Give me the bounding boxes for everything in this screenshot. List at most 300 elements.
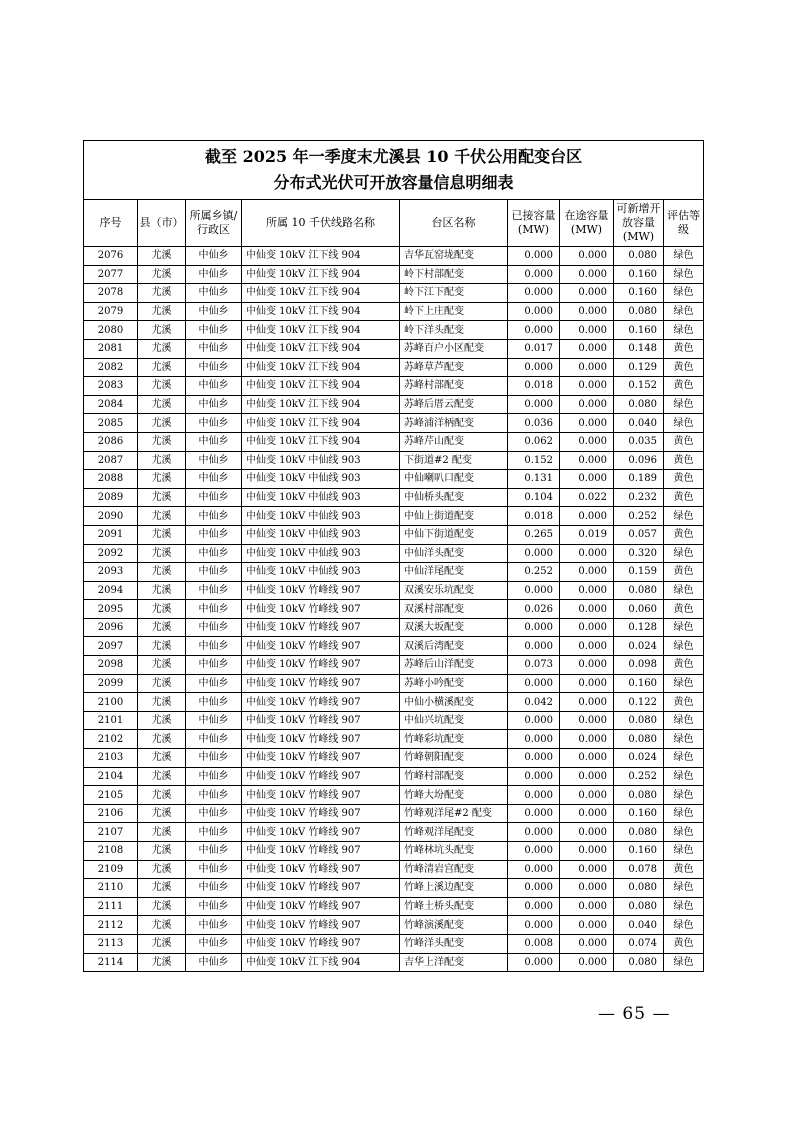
cell-line: 中仙变 10kV 江下线 904 [242,377,400,396]
cell-grade: 黄色 [664,693,704,712]
cell-county: 尤溪 [138,693,186,712]
table-row [84,284,704,303]
cell-township: 中仙乡 [186,265,242,284]
cell-open: 0.040 [614,414,664,433]
cell-open: 0.320 [614,544,664,563]
cell-pending: 0.000 [560,581,614,600]
cell-county: 尤溪 [138,265,186,284]
cell-open: 0.098 [614,656,664,675]
cell-area: 双溪后湾配变 [400,637,508,656]
cell-seq: 2084 [84,395,138,414]
cell-connected: 0.000 [508,321,560,340]
cell-connected: 0.000 [508,711,560,730]
cell-county: 尤溪 [138,470,186,489]
table-row [84,470,704,489]
table-row [84,358,704,377]
cell-seq: 2082 [84,358,138,377]
cell-pending: 0.000 [560,414,614,433]
cell-pending: 0.000 [560,358,614,377]
cell-township: 中仙乡 [186,432,242,451]
cell-grade: 绿色 [664,284,704,303]
cell-open: 0.080 [614,786,664,805]
cell-connected: 0.000 [508,247,560,266]
cell-line: 中仙变 10kV 竹峰线 907 [242,656,400,675]
cell-grade: 黄色 [664,563,704,582]
cell-open: 0.080 [614,730,664,749]
cell-line: 中仙变 10kV 竹峰线 907 [242,730,400,749]
table-row [84,749,704,768]
cell-line: 中仙变 10kV 中仙线 903 [242,525,400,544]
table-row [84,637,704,656]
cell-grade: 绿色 [664,618,704,637]
cell-connected: 0.000 [508,823,560,842]
cell-area: 竹峰洋头配变 [400,934,508,953]
cell-area: 中仙小横溪配变 [400,693,508,712]
cell-line: 中仙变 10kV 竹峰线 907 [242,786,400,805]
table-title [84,141,704,200]
cell-open: 0.080 [614,823,664,842]
cell-area: 岭下村部配变 [400,265,508,284]
cell-pending: 0.000 [560,377,614,396]
cell-pending: 0.000 [560,507,614,526]
cell-pending: 0.000 [560,842,614,861]
cell-township: 中仙乡 [186,842,242,861]
cell-township: 中仙乡 [186,451,242,470]
cell-pending: 0.000 [560,916,614,935]
header-connected: 已接容量(MW) [508,200,560,247]
cell-line: 中仙变 10kV 中仙线 903 [242,470,400,489]
table-row [84,321,704,340]
cell-county: 尤溪 [138,767,186,786]
cell-open: 0.122 [614,693,664,712]
cell-connected: 0.131 [508,470,560,489]
cell-county: 尤溪 [138,377,186,396]
cell-county: 尤溪 [138,637,186,656]
cell-connected: 0.000 [508,395,560,414]
cell-grade: 绿色 [664,414,704,433]
cell-grade: 绿色 [664,247,704,266]
table-row [84,395,704,414]
cell-line: 中仙变 10kV 竹峰线 907 [242,879,400,898]
cell-connected: 0.000 [508,916,560,935]
cell-connected: 0.062 [508,432,560,451]
table-row [84,730,704,749]
cell-open: 0.252 [614,767,664,786]
cell-pending: 0.000 [560,247,614,266]
cell-seq: 2092 [84,544,138,563]
cell-grade: 绿色 [664,711,704,730]
cell-pending: 0.000 [560,395,614,414]
cell-connected: 0.000 [508,618,560,637]
cell-township: 中仙乡 [186,934,242,953]
cell-area: 竹峰大坋配变 [400,786,508,805]
cell-county: 尤溪 [138,934,186,953]
cell-pending: 0.000 [560,897,614,916]
cell-connected: 0.000 [508,544,560,563]
cell-pending: 0.000 [560,265,614,284]
cell-open: 0.160 [614,804,664,823]
cell-open: 0.024 [614,637,664,656]
cell-grade: 黄色 [664,432,704,451]
cell-seq: 2087 [84,451,138,470]
cell-open: 0.148 [614,339,664,358]
cell-area: 苏峰后山洋配变 [400,656,508,675]
cell-area: 中仙洋头配变 [400,544,508,563]
cell-township: 中仙乡 [186,804,242,823]
title-line-2: 分布式光伏可开放容量信息明细表 [273,173,514,192]
cell-grade: 绿色 [664,544,704,563]
cell-pending: 0.000 [560,544,614,563]
cell-county: 尤溪 [138,842,186,861]
cell-township: 中仙乡 [186,377,242,396]
cell-line: 中仙变 10kV 中仙线 903 [242,488,400,507]
table-row [84,711,704,730]
cell-open: 0.129 [614,358,664,377]
cell-pending: 0.000 [560,711,614,730]
cell-county: 尤溪 [138,432,186,451]
cell-seq: 2098 [84,656,138,675]
cell-line: 中仙变 10kV 竹峰线 907 [242,934,400,953]
cell-area: 双溪安乐坑配变 [400,581,508,600]
table-body [84,247,704,972]
cell-open: 0.159 [614,563,664,582]
table-row [84,934,704,953]
cell-open: 0.080 [614,953,664,972]
cell-grade: 黄色 [664,600,704,619]
cell-grade: 绿色 [664,897,704,916]
cell-area: 吉华上洋配变 [400,953,508,972]
cell-seq: 2080 [84,321,138,340]
cell-county: 尤溪 [138,525,186,544]
cell-line: 中仙变 10kV 竹峰线 907 [242,637,400,656]
cell-seq: 2078 [84,284,138,303]
cell-connected: 0.073 [508,656,560,675]
cell-township: 中仙乡 [186,358,242,377]
cell-seq: 2081 [84,339,138,358]
cell-line: 中仙变 10kV 竹峰线 907 [242,860,400,879]
cell-area: 苏峰百户小区配变 [400,339,508,358]
cell-township: 中仙乡 [186,674,242,693]
table-row [84,563,704,582]
cell-county: 尤溪 [138,395,186,414]
cell-connected: 0.000 [508,302,560,321]
cell-township: 中仙乡 [186,879,242,898]
cell-seq: 2093 [84,563,138,582]
capacity-table [83,140,704,972]
table-row [84,656,704,675]
cell-line: 中仙变 10kV 江下线 904 [242,432,400,451]
table-row [84,488,704,507]
table-row [84,618,704,637]
header-row [84,200,704,247]
cell-area: 苏峰后厝云配变 [400,395,508,414]
cell-open: 0.024 [614,749,664,768]
cell-seq: 2091 [84,525,138,544]
cell-area: 竹峰观洋尾配变 [400,823,508,842]
cell-grade: 绿色 [664,321,704,340]
cell-pending: 0.000 [560,749,614,768]
table-row [84,451,704,470]
cell-township: 中仙乡 [186,302,242,321]
cell-open: 0.189 [614,470,664,489]
cell-open: 0.160 [614,842,664,861]
cell-connected: 0.018 [508,377,560,396]
cell-line: 中仙变 10kV 中仙线 903 [242,563,400,582]
cell-line: 中仙变 10kV 中仙线 903 [242,507,400,526]
title-line-1: 截至 2025 年一季度末尤溪县 10 千伏公用配变台区 [205,147,583,166]
cell-pending: 0.000 [560,730,614,749]
cell-area: 中仙洋尾配变 [400,563,508,582]
cell-seq: 2090 [84,507,138,526]
cell-seq: 2107 [84,823,138,842]
cell-seq: 2111 [84,897,138,916]
cell-line: 中仙变 10kV 竹峰线 907 [242,693,400,712]
table-row [84,804,704,823]
cell-township: 中仙乡 [186,693,242,712]
cell-connected: 0.036 [508,414,560,433]
cell-grade: 绿色 [664,637,704,656]
cell-seq: 2104 [84,767,138,786]
cell-open: 0.128 [614,618,664,637]
cell-township: 中仙乡 [186,395,242,414]
header-grade: 评估等级 [664,200,704,247]
cell-connected: 0.017 [508,339,560,358]
cell-connected: 0.000 [508,897,560,916]
table-row [84,674,704,693]
cell-pending: 0.000 [560,600,614,619]
cell-township: 中仙乡 [186,730,242,749]
cell-line: 中仙变 10kV 竹峰线 907 [242,916,400,935]
cell-area: 苏峰村部配变 [400,377,508,396]
cell-pending: 0.000 [560,321,614,340]
cell-connected: 0.042 [508,693,560,712]
cell-county: 尤溪 [138,674,186,693]
cell-grade: 绿色 [664,730,704,749]
cell-pending: 0.000 [560,767,614,786]
table-row [84,916,704,935]
cell-grade: 黄色 [664,451,704,470]
cell-seq: 2085 [84,414,138,433]
cell-seq: 2106 [84,804,138,823]
cell-township: 中仙乡 [186,414,242,433]
cell-grade: 黄色 [664,358,704,377]
cell-line: 中仙变 10kV 江下线 904 [242,302,400,321]
cell-seq: 2095 [84,600,138,619]
cell-county: 尤溪 [138,897,186,916]
cell-line: 中仙变 10kV 竹峰线 907 [242,674,400,693]
cell-pending: 0.000 [560,953,614,972]
cell-county: 尤溪 [138,618,186,637]
cell-connected: 0.000 [508,879,560,898]
cell-connected: 0.008 [508,934,560,953]
cell-pending: 0.000 [560,563,614,582]
cell-open: 0.160 [614,265,664,284]
cell-grade: 绿色 [664,879,704,898]
cell-pending: 0.000 [560,470,614,489]
cell-area: 双溪大坂配变 [400,618,508,637]
cell-grade: 绿色 [664,674,704,693]
cell-open: 0.096 [614,451,664,470]
cell-line: 中仙变 10kV 江下线 904 [242,247,400,266]
cell-line: 中仙变 10kV 竹峰线 907 [242,618,400,637]
header-township: 所属乡镇/行政区 [186,200,242,247]
cell-open: 0.080 [614,581,664,600]
cell-pending: 0.000 [560,823,614,842]
table-row [84,265,704,284]
cell-connected: 0.026 [508,600,560,619]
table-row [84,339,704,358]
cell-line: 中仙变 10kV 江下线 904 [242,395,400,414]
cell-line: 中仙变 10kV 江下线 904 [242,953,400,972]
cell-county: 尤溪 [138,321,186,340]
cell-township: 中仙乡 [186,916,242,935]
cell-seq: 2112 [84,916,138,935]
cell-grade: 绿色 [664,302,704,321]
cell-seq: 2088 [84,470,138,489]
table-row [84,897,704,916]
cell-connected: 0.152 [508,451,560,470]
cell-line: 中仙变 10kV 江下线 904 [242,284,400,303]
cell-pending: 0.022 [560,488,614,507]
cell-seq: 2100 [84,693,138,712]
cell-county: 尤溪 [138,488,186,507]
cell-grade: 绿色 [664,749,704,768]
cell-area: 竹峰村部配变 [400,767,508,786]
cell-connected: 0.000 [508,581,560,600]
cell-pending: 0.019 [560,525,614,544]
cell-seq: 2102 [84,730,138,749]
cell-seq: 2105 [84,786,138,805]
cell-seq: 2076 [84,247,138,266]
cell-seq: 2089 [84,488,138,507]
cell-county: 尤溪 [138,879,186,898]
cell-seq: 2113 [84,934,138,953]
cell-pending: 0.000 [560,618,614,637]
cell-connected: 0.000 [508,730,560,749]
table-row [84,302,704,321]
cell-county: 尤溪 [138,451,186,470]
cell-grade: 绿色 [664,395,704,414]
cell-grade: 黄色 [664,470,704,489]
cell-pending: 0.000 [560,302,614,321]
cell-township: 中仙乡 [186,953,242,972]
page-number: — 65 — [598,1004,671,1024]
cell-open: 0.074 [614,934,664,953]
cell-line: 中仙变 10kV 竹峰线 907 [242,897,400,916]
cell-grade: 绿色 [664,842,704,861]
cell-county: 尤溪 [138,581,186,600]
cell-line: 中仙变 10kV 江下线 904 [242,414,400,433]
cell-seq: 2114 [84,953,138,972]
cell-line: 中仙变 10kV 竹峰线 907 [242,842,400,861]
cell-line: 中仙变 10kV 竹峰线 907 [242,749,400,768]
cell-county: 尤溪 [138,414,186,433]
cell-county: 尤溪 [138,507,186,526]
cell-township: 中仙乡 [186,470,242,489]
cell-connected: 0.000 [508,265,560,284]
table-row [84,581,704,600]
cell-open: 0.160 [614,674,664,693]
cell-connected: 0.000 [508,749,560,768]
cell-area: 竹峰彩坑配变 [400,730,508,749]
cell-pending: 0.000 [560,637,614,656]
cell-grade: 绿色 [664,953,704,972]
table-row [84,860,704,879]
cell-township: 中仙乡 [186,488,242,507]
cell-open: 0.035 [614,432,664,451]
cell-open: 0.080 [614,302,664,321]
table-row [84,823,704,842]
cell-line: 中仙变 10kV 中仙线 903 [242,451,400,470]
cell-open: 0.060 [614,600,664,619]
cell-connected: 0.000 [508,284,560,303]
cell-pending: 0.000 [560,804,614,823]
cell-seq: 2097 [84,637,138,656]
cell-pending: 0.000 [560,786,614,805]
header-seq: 序号 [84,200,138,247]
cell-grade: 绿色 [664,265,704,284]
cell-grade: 黄色 [664,377,704,396]
cell-county: 尤溪 [138,730,186,749]
cell-area: 苏峰草芦配变 [400,358,508,377]
cell-seq: 2077 [84,265,138,284]
cell-open: 0.080 [614,247,664,266]
table-row [84,432,704,451]
cell-open: 0.232 [614,488,664,507]
table-row [84,544,704,563]
cell-seq: 2108 [84,842,138,861]
cell-township: 中仙乡 [186,711,242,730]
cell-county: 尤溪 [138,247,186,266]
table-row [84,507,704,526]
cell-area: 竹峰朝阳配变 [400,749,508,768]
cell-seq: 2086 [84,432,138,451]
cell-connected: 0.018 [508,507,560,526]
cell-pending: 0.000 [560,432,614,451]
cell-pending: 0.000 [560,879,614,898]
cell-township: 中仙乡 [186,507,242,526]
cell-county: 尤溪 [138,656,186,675]
cell-township: 中仙乡 [186,637,242,656]
table-row [84,953,704,972]
cell-county: 尤溪 [138,339,186,358]
cell-township: 中仙乡 [186,656,242,675]
cell-line: 中仙变 10kV 竹峰线 907 [242,767,400,786]
cell-line: 中仙变 10kV 竹峰线 907 [242,581,400,600]
cell-connected: 0.104 [508,488,560,507]
cell-county: 尤溪 [138,749,186,768]
cell-township: 中仙乡 [186,581,242,600]
cell-area: 岭下洋头配变 [400,321,508,340]
cell-grade: 绿色 [664,804,704,823]
cell-county: 尤溪 [138,860,186,879]
cell-county: 尤溪 [138,284,186,303]
cell-county: 尤溪 [138,358,186,377]
cell-grade: 黄色 [664,488,704,507]
cell-pending: 0.000 [560,656,614,675]
cell-township: 中仙乡 [186,247,242,266]
cell-open: 0.080 [614,711,664,730]
cell-grade: 绿色 [664,823,704,842]
cell-grade: 绿色 [664,916,704,935]
cell-open: 0.080 [614,897,664,916]
cell-area: 下街道#2 配变 [400,451,508,470]
cell-county: 尤溪 [138,804,186,823]
cell-connected: 0.000 [508,804,560,823]
table-row [84,414,704,433]
cell-township: 中仙乡 [186,339,242,358]
cell-pending: 0.000 [560,674,614,693]
